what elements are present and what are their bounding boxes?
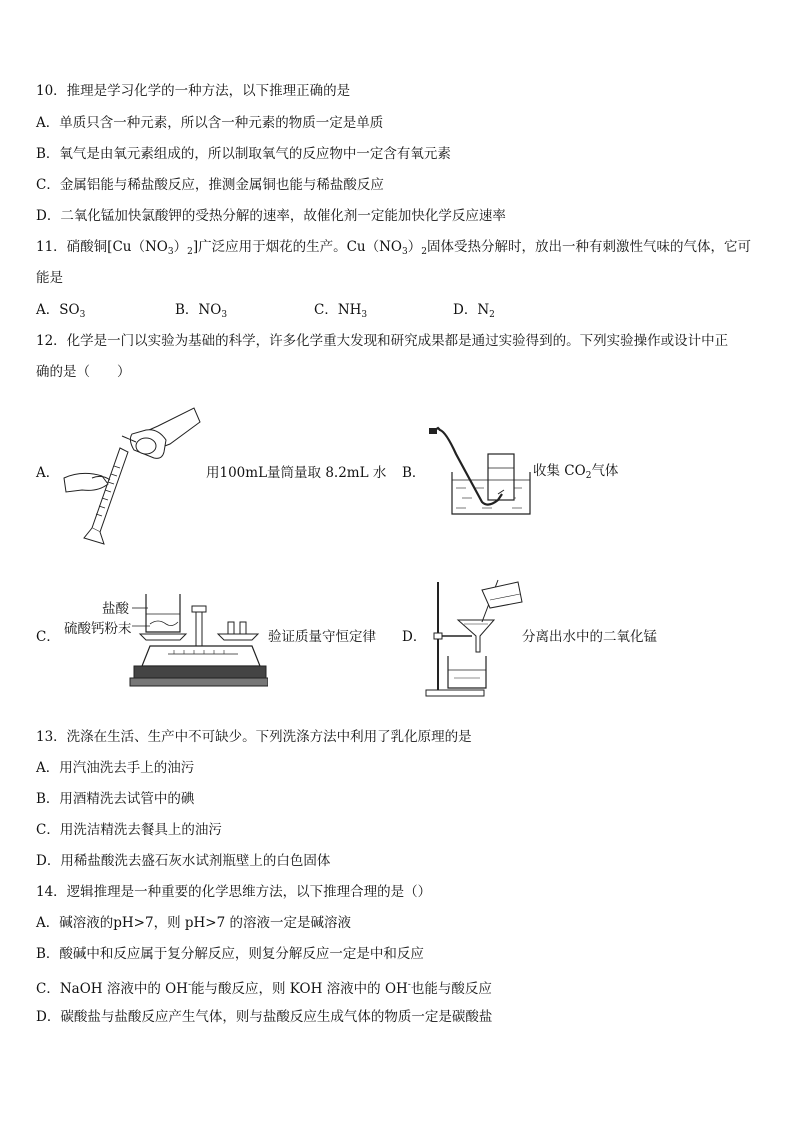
q13-option-c: C．用洗洁精洗去餐具上的油污 [36, 822, 222, 838]
q10-stem: 10．推理是学习化学的一种方法，以下推理正确的是 [36, 83, 351, 99]
q10-option-b: B．氧气是由氧元素组成的，所以制取氧气的反应物中一定含有氧元素 [36, 146, 451, 162]
q10-option-a: A．单质只含一种元素，所以含一种元素的物质一定是单质 [36, 115, 384, 131]
q10-option-c: C．金属铝能与稀盐酸反应，推测金属铜也能与稀盐酸反应 [36, 177, 384, 193]
gas-collection-illustration [426, 424, 536, 519]
q14-option-c: C．NaOH 溶液中的 OH-能与酸反应，则 KOH 溶液中的 OH-也能与酸反应 [36, 980, 492, 997]
q14-option-a: A．碱溶液的pH>7，则 pH>7 的溶液一定是碱溶液 [36, 915, 351, 931]
q11-stem: 11．硝酸铜$[Cu(NO_3)_2]$广泛应用于烟花的生产。$Cu(NO_3)_2$固体受热分解时，放出一种有刺激性气味的气体，它可 [36, 239, 751, 257]
q11-option-b: B．$NO_3$ [175, 302, 228, 320]
q13-option-d: D．用稀盐酸洗去盛石灰水试剂瓶壁上的白色固体 [36, 853, 331, 869]
q14-option-d: D．碳酸盐与盐酸反应产生气体，则与盐酸反应生成气体的物质一定是碳酸盐 [36, 1009, 493, 1025]
q12-d-text: 分离出水中的二氧化锰 [522, 629, 657, 645]
q12-c-text: 验证质量守恒定律 [268, 629, 376, 645]
q14-stem: 14．逻辑推理是一种重要的化学思维方法，以下推理合理的是（） [36, 884, 432, 900]
q12-b-label: B． [402, 465, 426, 481]
q12-c-tag-hydrochloric-acid: 盐酸 [102, 601, 129, 617]
q11-option-c: C．$NH_3$ [314, 302, 368, 320]
q12-stem: 12．化学是一门以实验为基础的科学，许多化学重大发现和研究成果都是通过实验得到的。下列实验操作或设计中正 [36, 333, 729, 349]
q12-c-tag-calcium-sulfate: 硫酸钙粉末 [64, 621, 132, 637]
q13-option-a: A．用汽油洗去手上的油污 [36, 760, 195, 776]
filtration-illustration [424, 578, 524, 698]
q13-option-b: B．用酒精洗去试管中的碘 [36, 791, 195, 807]
q13-stem: 13．洗涤在生活、生产中不可缺少。下列洗涤方法中利用了乳化原理的是 [36, 729, 472, 745]
q12-a-label: A． [36, 465, 60, 481]
q12-b-text: 收集 $CO_2$气体 [533, 463, 619, 481]
q11-option-d: D．$N_2$ [453, 302, 495, 320]
graduated-cylinder-illustration [62, 400, 202, 545]
q12-c-label: C． [36, 629, 60, 645]
q11-stem-line2: 能是 [36, 270, 63, 286]
q14-option-b: B．酸碱中和反应属于复分解反应，则复分解反应一定是中和反应 [36, 946, 424, 962]
q12-stem-line2: 确的是（ ） [36, 364, 131, 380]
q10-option-d: D．二氧化锰加快氯酸钾的受热分解的速率，故催化剂一定能加快化学反应速率 [36, 208, 506, 224]
balance-scale-illustration [128, 588, 268, 690]
q12-d-label: D． [402, 629, 427, 645]
q11-option-a: A．$SO_3$ [36, 302, 86, 320]
q12-a-text: 用100mL量筒量取 8.2mL 水 [206, 465, 387, 481]
